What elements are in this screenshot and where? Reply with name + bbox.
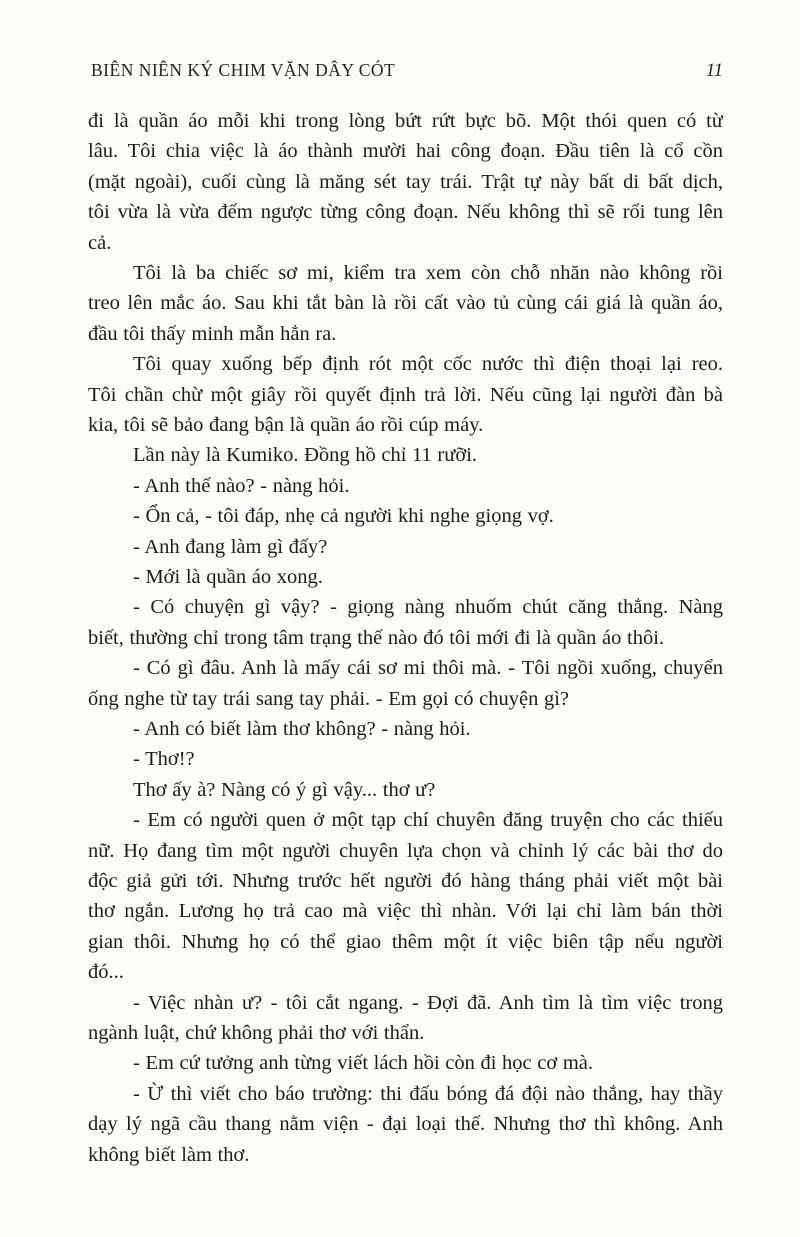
text-line: - Anh có biết làm thơ không? - nàng hỏi.: [133, 717, 471, 740]
text-line: lâu. Tôi chia việc là áo thành mười hai công đoạn. Đầu tiên là cổ cồn: [88, 140, 723, 163]
text-line: treo lên mắc áo. Sau khi tắt bàn là rồi cất vào tủ cùng cái giá là quần áo,: [88, 292, 723, 315]
text-line: (mặt ngoài), cuối cùng là măng sét tay trái. Trật tự này bất di bất dịch,: [88, 170, 723, 193]
text-line: đó...: [88, 961, 124, 984]
text-line: Lần này là Kumiko. Đồng hồ chỉ 11 rưỡi.: [133, 444, 478, 467]
text-line: ngành luật, chứ không phải thơ với thẩn.: [88, 1021, 425, 1044]
text-line: độc giả gửi tới. Nhưng trước hết người đó hàng tháng phải viết một bài: [88, 869, 723, 892]
text-line: không biết làm thơ.: [88, 1143, 250, 1166]
text-line: - Ừ thì viết cho báo trường: thi đấu bóng đá đội nào thắng, hay thầy: [133, 1082, 723, 1105]
text-line: Tôi chần chừ một giây rồi quyết định trả lời. Nếu cũng lại người đàn bà: [88, 383, 723, 406]
text-line: - Ổn cả, - tôi đáp, nhẹ cả người khi nghe giọng vợ.: [133, 505, 554, 528]
text-line: dạy lý ngã cầu thang nằm viện - đại loại thế. Nhưng thơ thì không. Anh: [88, 1113, 723, 1136]
text-line: - Em có người quen ở một tạp chí chuyên đăng truyện cho các thiếu: [133, 809, 723, 832]
text-line: cả.: [88, 231, 112, 254]
text-line: - Anh thế nào? - nàng hỏi.: [133, 474, 350, 497]
text-line: gian thôi. Nhưng họ có thể giao thêm một ít việc biên tập nếu người: [88, 930, 723, 953]
text-line: thơ ngắn. Lương họ trả cao mà việc thì nhàn. Với lại chỉ làm bán thời: [88, 900, 723, 923]
text-line: kia, tôi sẽ bảo đang bận là quần áo rồi cúp máy.: [88, 413, 484, 436]
book-title-header: BIÊN NIÊN KÝ CHIM VẶN DÂY CÓT: [91, 60, 396, 80]
page-number: 11: [705, 61, 723, 81]
text-line: tôi vừa là vừa đếm ngược từng công đoạn. Nếu không thì sẽ rối tung lên: [88, 201, 723, 224]
text-line: Thơ ấy à? Nàng có ý gì vậy... thơ ư?: [133, 778, 436, 801]
text-line: - Em cứ tưởng anh từng viết lách hồi còn đi học cơ mà.: [133, 1052, 594, 1075]
text-line: - Việc nhàn ư? - tôi cắt ngang. - Đợi đã. Anh tìm là tìm việc trong: [133, 991, 723, 1014]
text-line: - Có chuyện gì vậy? - giọng nàng nhuốm chút căng thẳng. Nàng: [133, 596, 723, 619]
text-line: nữ. Họ đang tìm một người chuyên lựa chọn và chỉnh lý các bài thơ do: [88, 839, 723, 862]
text-line: Tôi quay xuống bếp định rót một cốc nước thì điện thoại lại reo.: [133, 353, 723, 376]
text-line: - Mới là quần áo xong.: [133, 565, 323, 588]
text-line: - Anh đang làm gì đấy?: [133, 535, 328, 558]
text-line: ống nghe từ tay trái sang tay phải. - Em gọi có chuyện gì?: [88, 687, 570, 710]
text-line: - Có gì đâu. Anh là mấy cái sơ mi thôi mà. - Tôi ngồi xuống, chuyển: [133, 657, 723, 680]
text-line: - Thơ!?: [133, 748, 195, 771]
running-header: [91, 60, 723, 82]
text-line: Tôi là ba chiếc sơ mi, kiểm tra xem còn chỗ nhăn nào không rồi: [133, 261, 723, 284]
text-line: biết, thường chỉ trong tâm trạng thế nào đó tôi mới đi là quần áo thôi.: [88, 626, 665, 649]
page-body: [88, 106, 723, 1170]
text-line: đầu tôi thấy minh mẫn hẳn ra.: [88, 322, 337, 345]
text-line: đi là quần áo mỗi khi trong lòng bứt rứt bực bõ. Một thói quen có từ: [88, 110, 723, 132]
